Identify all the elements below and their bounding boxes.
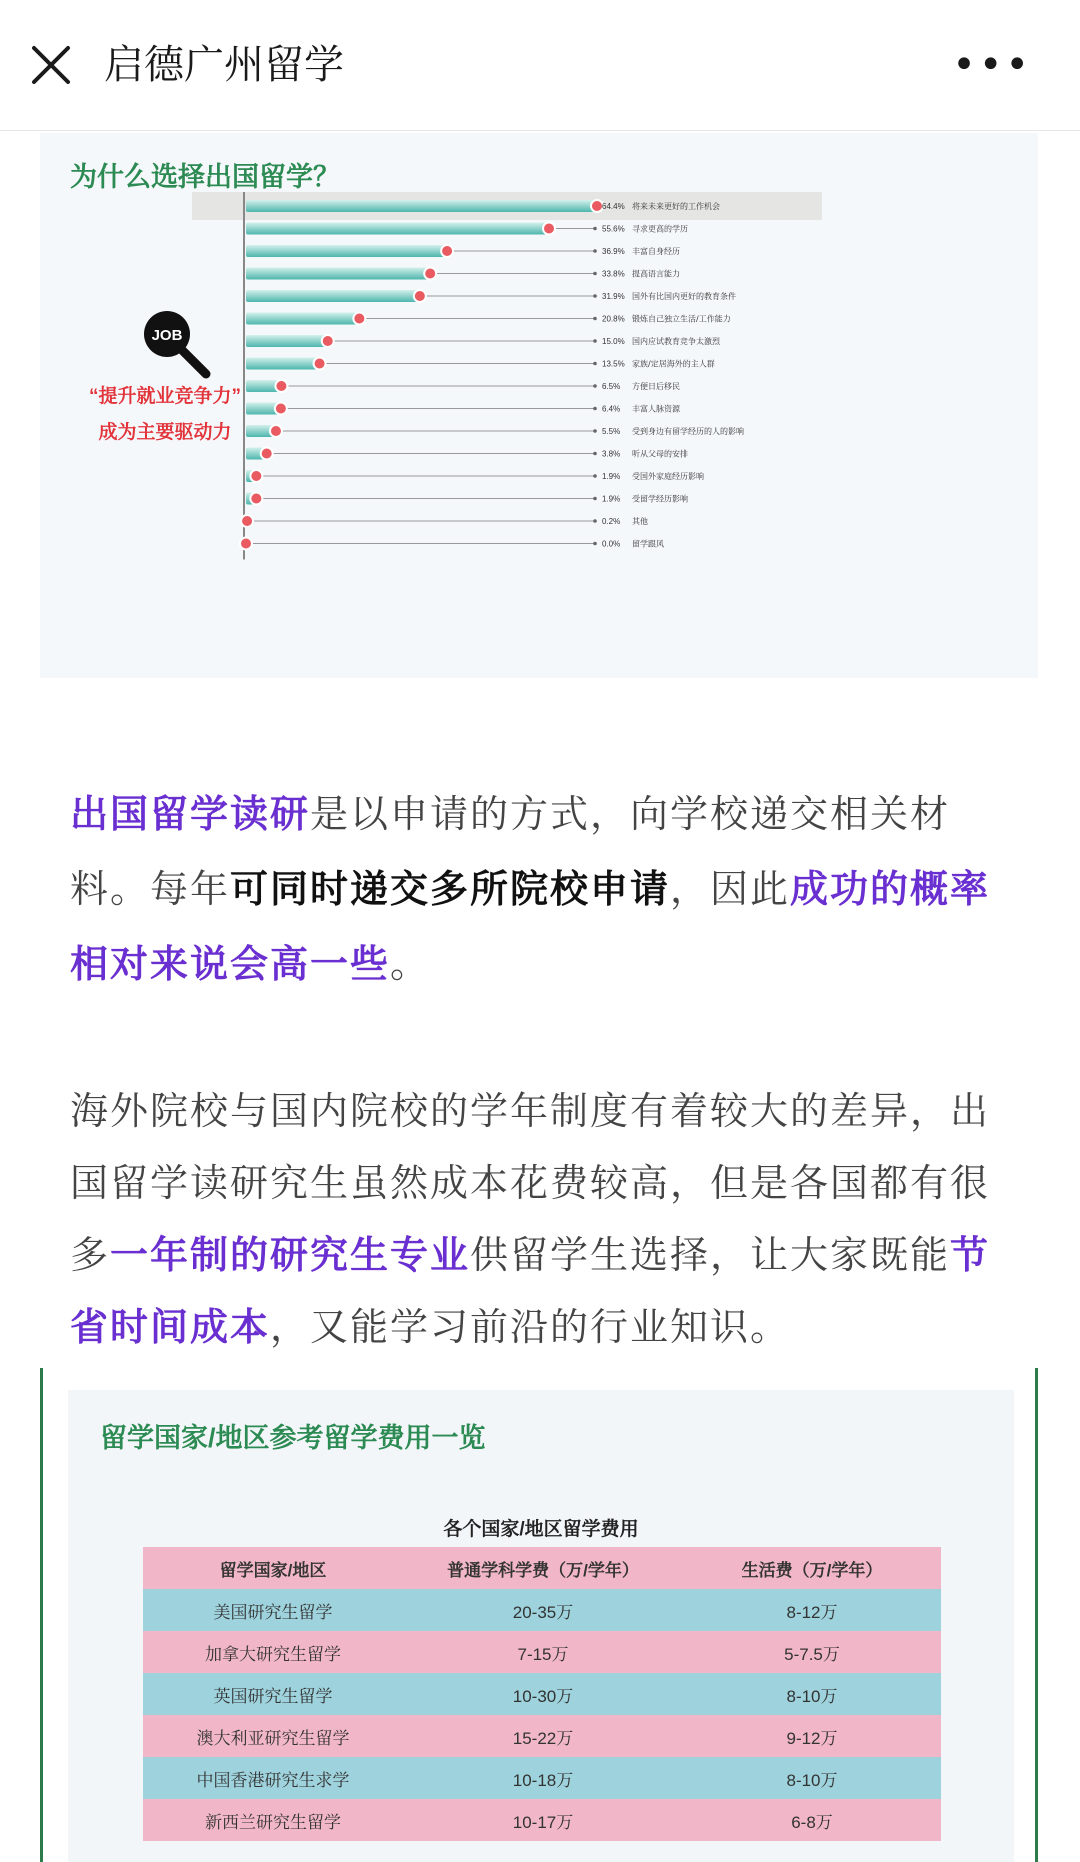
- chart-category-label: 受留学经历影响: [632, 494, 688, 504]
- highlight-text: 出国留学读研: [70, 792, 311, 836]
- chart-value-label: 3.8%: [602, 449, 621, 459]
- chart-bar-marker: [314, 358, 326, 370]
- chart-bar-row: [246, 290, 736, 302]
- highlight-text: 成功的概率相对来说会高一些: [70, 867, 991, 986]
- chart-bar-row: [246, 448, 688, 460]
- chart-bar-marker: [543, 223, 555, 235]
- chart-bar-marker: [322, 335, 334, 347]
- chart-bar-row: [246, 223, 688, 235]
- chart-category-label: 其他: [632, 517, 648, 526]
- chart-value-label: 55.6%: [602, 224, 625, 234]
- job-magnifier-icon: [144, 311, 206, 374]
- chart-leader-dot: [593, 362, 597, 366]
- table-row: [143, 1631, 941, 1673]
- cell-country: 加拿大研究生留学: [143, 1631, 403, 1673]
- body-text: 海外院校与国内院校的学年制度有着较大的差异，出国留学读研究生虽然成本花费较高，但是各国都有很多: [70, 1089, 991, 1277]
- table-row: [143, 1589, 941, 1631]
- job-caption-line2: 成为主要驱动力: [98, 422, 232, 443]
- chart-category-label: 方便日后移民: [632, 382, 680, 391]
- chart-bar: [246, 358, 320, 370]
- chart-leader-dot: [593, 519, 597, 523]
- chart-bar: [246, 313, 359, 325]
- table-row: [143, 1757, 941, 1799]
- chart-category-label: 丰富人脉资源: [632, 404, 680, 414]
- chart-category-label: 受到身边有留学经历的人的影响: [632, 427, 744, 436]
- chart-bar: [246, 335, 328, 347]
- chart-leader-dot: [593, 317, 597, 321]
- chart-bar-row: [240, 538, 664, 550]
- body-text: 是以申请的方式，向学校递交相关材料。每年: [70, 792, 951, 911]
- chart-leader-dot: [593, 272, 597, 276]
- intro-paragraph-1: [70, 777, 1020, 1002]
- chart-value-label: 31.9%: [602, 292, 625, 301]
- chart-bar-marker: [241, 515, 253, 527]
- cell-country: 美国研究生留学: [143, 1589, 403, 1631]
- cell-tuition: 7-15万: [403, 1631, 683, 1673]
- chart-bar-marker: [250, 470, 262, 482]
- chart-value-label: 36.9%: [602, 247, 625, 256]
- chart-bar-marker: [240, 538, 252, 550]
- highlight-text: 节省时间成本: [70, 1233, 991, 1349]
- cell-living: 5-7.5万: [683, 1631, 941, 1673]
- chart-value-label: 6.5%: [602, 382, 621, 391]
- cell-living: 8-10万: [683, 1673, 941, 1715]
- top-nav-bar: [0, 0, 1080, 131]
- chart-bar-row: [246, 335, 721, 347]
- chart-bar-row: [246, 380, 680, 392]
- fee-table-header-row: [143, 1547, 941, 1589]
- cell-country: 英国研究生留学: [143, 1673, 403, 1715]
- chart-leader-dot: [593, 227, 597, 231]
- chart-leader-dot: [593, 429, 597, 433]
- job-caption: [70, 379, 260, 451]
- chart-bar-row: [246, 313, 731, 325]
- cell-country: 澳大利亚研究生留学: [143, 1715, 403, 1757]
- job-badge-text: JOB: [151, 327, 183, 344]
- chart-category-label: 留学跟风: [632, 539, 664, 549]
- chart-leader-dot: [593, 384, 597, 388]
- fee-table-title: 各个国家/地区留学费用: [443, 1519, 639, 1540]
- cell-living: 8-10万: [683, 1757, 941, 1799]
- header-country: 留学国家/地区: [143, 1547, 403, 1589]
- chart-leader-dot: [593, 294, 597, 298]
- fee-table: [143, 1547, 941, 1841]
- chart-title: 为什么选择出国留学？: [70, 162, 340, 192]
- reasons-chart-card: [40, 133, 1038, 678]
- body-text: ，又能学习前沿的行业知识。: [270, 1305, 791, 1349]
- chart-bar-marker: [270, 425, 282, 437]
- chart-leader-dot: [593, 452, 597, 456]
- chart-value-label: 5.5%: [602, 427, 621, 436]
- cell-tuition: 10-18万: [403, 1757, 683, 1799]
- chart-category-label: 提高语言能力: [632, 269, 680, 279]
- header-living: 生活费（万/学年）: [683, 1547, 941, 1589]
- chart-bar-marker: [275, 403, 287, 415]
- chart-bar-marker: [261, 448, 273, 460]
- chart-value-label: 0.2%: [602, 517, 621, 526]
- chart-bar-row: [246, 470, 704, 482]
- chart-leader-dot: [593, 497, 597, 501]
- cell-tuition: 10-30万: [403, 1673, 683, 1715]
- chart-value-label: 0.0%: [602, 539, 621, 549]
- body-text: ，因此: [670, 867, 791, 911]
- chart-value-label: 1.9%: [602, 472, 621, 481]
- cell-tuition: 10-17万: [403, 1799, 683, 1841]
- chart-bar: [246, 268, 430, 280]
- chart-leader-dot: [593, 542, 597, 546]
- chart-leader-dot: [593, 407, 597, 411]
- chart-category-label: 寻求更高的学历: [632, 224, 688, 234]
- chart-value-label: 20.8%: [602, 314, 625, 324]
- chart-category-label: 受国外家庭经历影响: [632, 472, 704, 481]
- chart-bar-row: [246, 403, 681, 415]
- table-row: [143, 1715, 941, 1757]
- bold-text: 可同时递交多所院校申请: [230, 867, 671, 911]
- body-text: 。: [390, 942, 431, 986]
- chart-category-label: 听从父母的安排: [632, 449, 688, 459]
- chart-value-label: 1.9%: [602, 494, 621, 504]
- close-icon[interactable]: [26, 40, 76, 90]
- job-caption-line1: “提升就业竞争力”: [88, 386, 241, 407]
- highlight-text: 一年制的研究生专业: [110, 1233, 471, 1277]
- chart-bar-row: [246, 425, 744, 437]
- chart-value-label: 13.5%: [602, 359, 625, 369]
- chart-value-label: 33.8%: [602, 269, 625, 279]
- chart-leader-dot: [593, 339, 597, 343]
- chart-value-label: 6.4%: [602, 404, 621, 414]
- chart-bar: [246, 200, 597, 212]
- chart-category-label: 家族/定居海外的主人群: [632, 359, 715, 369]
- chart-category-label: 国外有比国内更好的教育条件: [632, 292, 736, 301]
- chart-bar-row: [246, 493, 688, 505]
- cell-country: 新西兰研究生留学: [143, 1799, 403, 1841]
- chart-leader-dot: [593, 474, 597, 478]
- chart-bar-row: [246, 200, 720, 212]
- chart-bar-marker: [275, 380, 287, 392]
- more-icon[interactable]: •••: [952, 42, 1032, 88]
- chart-bar: [246, 290, 420, 302]
- chart-bar-row: [241, 515, 648, 527]
- chart-category-label: 国内应试教育竞争太激烈: [632, 337, 720, 346]
- chart-bar-marker: [250, 493, 262, 505]
- fee-card: [68, 1390, 1014, 1862]
- chart-bar: [246, 223, 549, 235]
- chart-category-label: 锻炼自己独立生活/工作能力: [632, 314, 731, 324]
- cell-tuition: 20-35万: [403, 1589, 683, 1631]
- chart-bar-row: [246, 245, 680, 257]
- chart-value-label: 64.4%: [602, 202, 625, 211]
- chart-bar-marker: [441, 245, 453, 257]
- chart-bar: [246, 245, 447, 257]
- body-text: 供留学生选择，让大家既能: [470, 1233, 951, 1277]
- chart-bar-marker: [414, 290, 426, 302]
- cell-country: 中国香港研究生求学: [143, 1757, 403, 1799]
- chart-bar-marker: [353, 313, 365, 325]
- cell-tuition: 15-22万: [403, 1715, 683, 1757]
- chart-value-label: 15.0%: [602, 337, 625, 346]
- table-row: [143, 1799, 941, 1841]
- cell-living: 6-8万: [683, 1799, 941, 1841]
- chart-leader-dot: [593, 249, 597, 253]
- chart-bar-row: [246, 268, 680, 280]
- intro-paragraph-2: [70, 1075, 1020, 1363]
- chart-bar-marker: [424, 268, 436, 280]
- chart-category-label: 将来未来更好的工作机会: [632, 202, 720, 211]
- chart-bar-row: [246, 358, 715, 370]
- table-row: [143, 1673, 941, 1715]
- cell-living: 9-12万: [683, 1715, 941, 1757]
- chart-category-label: 丰富自身经历: [632, 247, 680, 256]
- page-title: 启德广州留学: [104, 42, 344, 88]
- header-tuition: 普通学科学费（万/学年）: [403, 1547, 683, 1589]
- fee-heading: 留学国家/地区参考留学费用一览: [100, 1423, 486, 1453]
- cell-living: 8-12万: [683, 1589, 941, 1631]
